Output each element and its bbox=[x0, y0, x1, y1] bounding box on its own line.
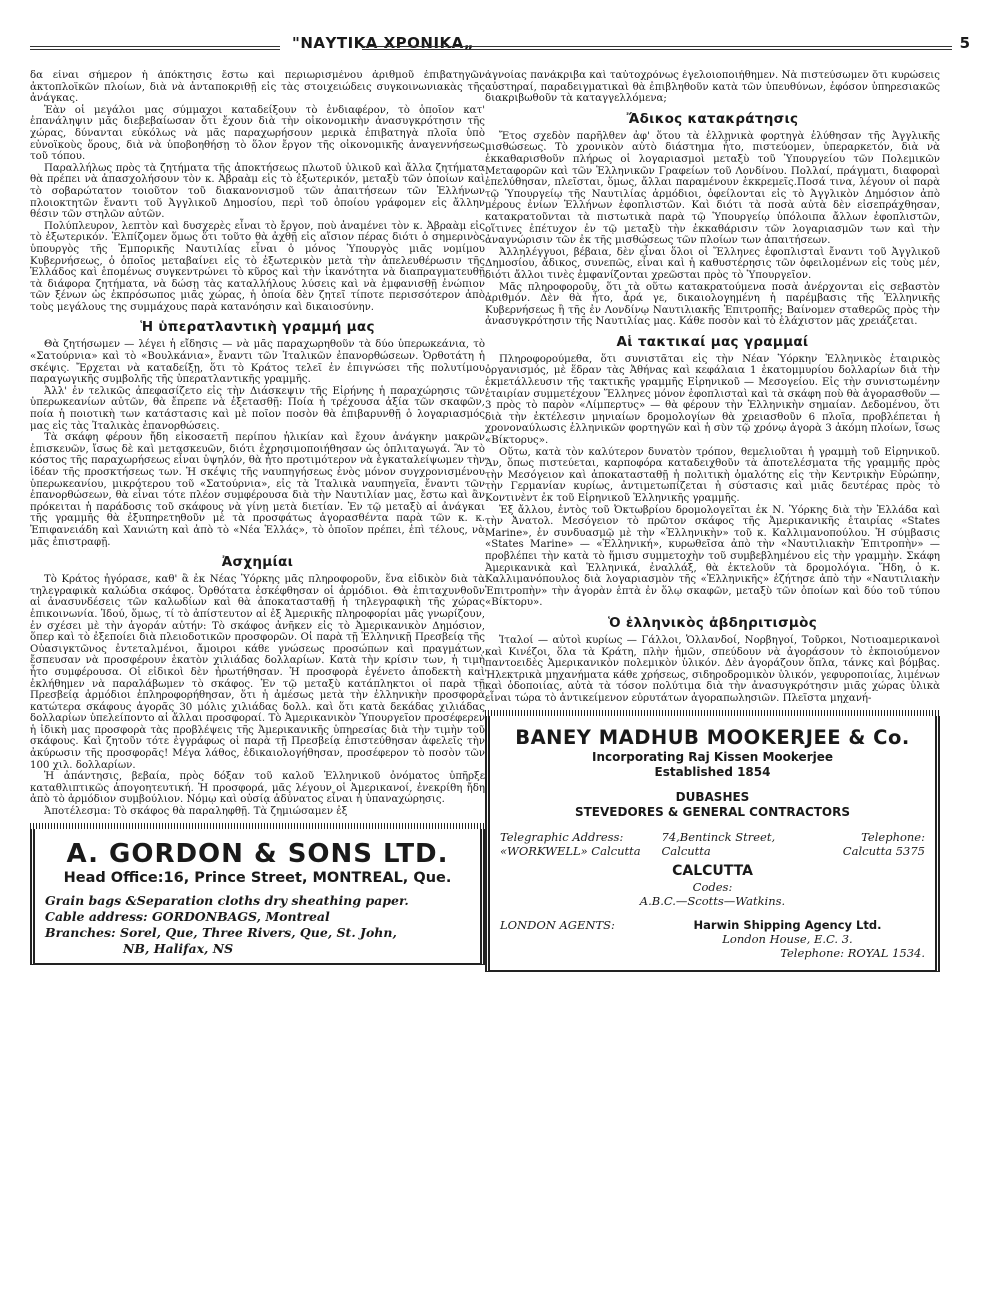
section-heading-regular-lines: Αἱ τακτικαί μας γραμμαί bbox=[616, 333, 809, 350]
page-number: 5 bbox=[959, 34, 970, 52]
baney-advertisement bbox=[485, 716, 940, 972]
paragraph: Ἀλληλέγγυοι, βέβαια, δὲν εἶναι ὅλοι οἱ Ἕλληνες ἐφοπλισταὶ ἔναντι τοῦ Ἀγγλικοῦ Δημοσίου, ἄδικος, συνεπῶς, εἶναι καὶ ἡ καθυστέρησις τῶν ὀφειλομένων εἰς τοὺς μέν, διότι ἄλλοι τινὲς ἐμφανίζονται χρεῶσται πρὸς τὸ Ὑπουργεῖον. bbox=[485, 246, 940, 281]
baney-firm-name: BANEY MADHUB MOOKERJEE & Co. bbox=[515, 725, 910, 749]
telegraphic-label: Telegraphic Address: bbox=[500, 829, 624, 844]
paragraph: δα εἶναι σήμερον ἡ ἀπόκτησις ἔστω καὶ περιωρισμένου ἀριθμοῦ ἐπιβατηγῶν ἀκτοπλοϊκῶν πλοίων, διὰ νὰ ἀνταποκριθῇ εἰς τὰς στοιχειώδεις συγκοινωνιακὰς τῆς ἀνάγκας. bbox=[30, 70, 485, 105]
paragraph: Ἔτος σχεδὸν παρῆλθεν ἀφ' ὅτου τὰ ἑλληνικὰ φορτηγὰ ἐλύθησαν τῆς Ἀγγλικῆς μισθώσεως. Τὸ χρονικὸν αὐτὸ διάστημα ἦτο, πιστεύομεν, ὑπεραρκετόν, διὰ νὰ ἐκκαθαρισθοῦν πλήρως οἱ λογαριασμοὶ μεταξὺ τοῦ Ὑπουργείου τῶν Πολεμικῶν Μεταφορῶν καὶ τῶν Ἑλληνικῶν Γραφείων τοῦ Λονδίνου. Πολλαί, πράγματι, διαφοραὶ ἐπελύθησαν, πλεῖσται, ὅμως, ἄλλαι παραμένουν ἐκκρεμεῖς.Ποσά τινα, λέγουν οἱ παρὰ τῷ Ὑπουργείῳ τῆς Ναυτιλίας ἁρμόδιοι, ὀφείλονται εἰς τὸ Ἀγγλικὸν Δημόσιον ἀπὸ μέρους ἐνίων Ἑλλήνων ἐφοπλιστῶν. Καὶ διότι τὰ ποσὰ αὐτὰ δὲν εἰσεπράχθησαν, κατακρατοῦνται τὰ πιστωτικὰ παρὰ τῷ Ὑπουργείῳ ὑπόλοιπα ἄλλων ἐφοπλιστῶν, οἵτινες ἐπέτυχον ἐν τῷ μεταξὺ τὴν ἐκκαθάρισιν τῶν λογαριασμῶν των καὶ τὴν ἀναγνώρισιν τῶν ἐκ τῆς μισθώσεως τῶν πλοίων των ἀπαιτήσεων. bbox=[485, 130, 940, 247]
baney-telegraphic bbox=[500, 830, 653, 858]
paragraph: Παραλλήλως πρὸς τὰ ζητήματα τῆς ἀποκτήσεως πλωτοῦ ὑλικοῦ καὶ ἄλλα ζητήματα θὰ πρέπει νὰ ἀπασχολήσουν τὸν κ. Ἀβραὰμ εἰς τὸ ἐξωτερικόν, μεταξὺ τῶν ὁποίων καὶ τὸ σοβαρώτατον τοιοῦτον τοῦ διακανονισμοῦ τῶν ἀπαιτήσεων τῶν Ἑλλήνων πλοιοκτητῶν ἔναντι τοῦ Ἀγγλικοῦ Δημοσίου, περὶ τοῦ ὁποίου γράφομεν εἰς ἄλλην θέσιν τῶν στηλῶν αὐτῶν. bbox=[30, 162, 485, 221]
right-column bbox=[485, 70, 940, 1285]
agents-telephone: Telephone: ROYAL 1534. bbox=[780, 945, 925, 960]
baney-codes: A.B.C.—Scotts—Watkins. bbox=[639, 893, 786, 908]
gordon-branches: Branches: Sorel, Que, Three Rivers, Que, St. John, bbox=[45, 924, 397, 940]
paragraph: Οὕτω, κατὰ τὸν καλύτερον δυνατὸν τρόπον, θεμελιοῦται ἡ γραμμὴ τοῦ Εἰρηνικοῦ. Ἄν, ὅπως πιστεύεται, καρποφόρα καταδειχθοῦν τὰ ἀποτελέσματα τῆς γραμμῆς πρὸς τὴν Μεσόγειον καὶ ἀποκατασταθῇ ἡ πολιτικὴ ὁμαλότης εἰς τὴν Κεντρικὴν Εὐρώπην, τὴν Γερμανίαν κυρίως, ἀντιμετωπίζεται ἡ σύστασις καὶ μιᾶς δευτέρας πρὸς τὸ Κοντινὲντ ἐκ τοῦ Εἰρηνικοῦ Ἑλληνικῆς γραμμῆς. bbox=[485, 446, 940, 504]
telephone-label: Telephone: bbox=[861, 829, 925, 844]
gordon-advertisement bbox=[30, 829, 485, 965]
baney-codes-label: Codes: bbox=[692, 879, 733, 894]
paragraph: Ἀποτέλεσμα: Τὸ σκάφος θὰ παραληφθῇ. Τὰ ζημιώσαμεν ἐξ bbox=[44, 806, 348, 818]
gordon-firm-name: A. GORDON & SONS LTD. bbox=[66, 838, 449, 869]
section-heading-ugliness: Ἀσχημίαι bbox=[221, 554, 294, 571]
paragraph: Πολύπλευρον, λεπτὸν καὶ δυσχερὲς εἶναι τὸ ἔργον, ποὺ ἀναμένει τὸν κ. Ἀβραὰμ εἰς τὸ ἐξωτερικόν. Ἐλπίζομεν ὅμως ὅτι τοῦτο θὰ ἀχθῇ εἰς αἴσιον πέρας διότι ὁ σημερινὸς ὑπουργὸς τῆς Ἐμπορικῆς Ναυτιλίας εἶναι ὁ μόνος Ὑπουργὸς μιᾶς νομίμου Κυβερνήσεως, ὁ ὁποῖος μεταβαίνει εἰς τὸ ἐξωτερικὸν μετὰ τὴν ἀπελευθέρωσιν τῆς Ἑλλάδος καὶ ἑπομένως συγκεντρώνει τὸ κῦρος καὶ τὴν ἱκανότητα νὰ διαπραγματευθῇ τὰ διάφορα ζητήματα, νὰ δώσῃ τὰς καταλλήλους λύσεις καὶ νὰ ἐμφανισθῇ ἐνώπιον τῶν ξένων ὡς ἐκπρόσωπος μιᾶς χώρας, ἡ ὁποία δὲν ζητεῖ τίποτε περισσότερον ἀπὸ τοὺς μεγάλους της συμμάχους παρὰ κατανόησιν καὶ δικαιοσύνην. bbox=[30, 220, 485, 313]
gordon-branches-cont: NB, Halifax, NS bbox=[123, 940, 234, 956]
header-rule-left bbox=[30, 46, 280, 50]
street-line: 74,Bentinck Street, bbox=[661, 829, 776, 844]
agents-name: Harwin Shipping Agency Ltd. bbox=[693, 917, 882, 932]
page-header bbox=[30, 34, 970, 60]
header-rule-right bbox=[362, 46, 952, 50]
baney-dubashes: DUBASHES bbox=[675, 789, 750, 804]
baney-established: Established 1854 bbox=[654, 764, 771, 779]
left-column bbox=[30, 70, 485, 1285]
paragraph: Ἐξ ἄλλου, ἐντὸς τοῦ Ὀκτωβρίου δρομολογεῖται ἐκ Ν. Ὑόρκης διὰ τὴν Ἑλλάδα καὶ τὴν Ἀνατολ. Μεσόγειον τὸ πρῶτον σκάφος τῆς Ἀμερικανικῆς ἑταιρίας «States Marine», ἐν συνδυασμῷ μὲ τὴν «Ἑλληνικὴν» τοῦ κ. Καλλιμανοπούλου. Ἡ σύμβασις «States Marine» — «Ἑλληνική», κυρωθεῖσα ἀπὸ τὴν «Ναυτιλιακὴν Ἐπιτροπὴν» — προβλέπει τὴν κατὰ τὸ ἥμισυ συμμετοχὴν τοῦ συμβεβλημένου εἰς τὴν γραμμὴν. Σκάφη Ἀμερικανικὰ καὶ Ἑλληνικά, ἐναλλάξ, θὰ ἐκτελοῦν τὰ δρομολόγια. Ἤδη, ὁ κ. Καλλιμανόπουλος διὰ λογαριασμὸν τῆς «Ἑλληνικῆς» ἐζήτησε ἀπὸ τὴν «Ναυτιλιακὴν Ἐπιτροπὴν» τὴν ἀγορὰν ἑπτὰ ἐν ὅλῳ σκαφῶν, μεταξὺ τῶν ὁποίων καὶ δύο τοῦ τύπου «Βίκτορυ». bbox=[485, 504, 940, 609]
telegraphic-address: «WORKWELL» Calcutta bbox=[500, 843, 641, 858]
paragraph: Ἰταλοί — αὐτοὶ κυρίως — Γάλλοι, Ὁλλανδοί, Νορβηγοί, Τοῦρκοι, Νοτιοαμερικανοὶ καὶ Κινέζοι, ὅλα τὰ Κράτη, πλὴν ἡμῶν, σπεύδουν νὰ ἀγοράσουν τὸ ἐκποιούμενον παντοειδὲς Ἀμερικανικὸν πολεμικὸν ὑλικόν. Δὲν ἀγοράζουν ὅπλα, τάνκς καὶ βόμβας. Ἠλεκτρικὰ μηχανήματα κάθε χρήσεως, σιδηροδρομικὸν ὑλικόν, γεφυροποιίας, λιμένων καὶ ὁδοποιίας, αὐτὰ τὰ τόσον πολύτιμα διὰ τὴν ἀνασυγκρότησιν μιᾶς χώρας ὑλικὰ εἶναι τώρα τὸ ἀντικείμενον εὐρυτάτων ἀγοραπωλησιῶν. Πλεῖστα μηχανή- bbox=[485, 634, 940, 704]
telephone-number: Calcutta 5375 bbox=[842, 843, 925, 858]
agents-body bbox=[650, 918, 925, 960]
agents-label: LONDON AGENTS: bbox=[500, 917, 615, 932]
section-heading-transatlantic-line: Ἡ ὑπερατλαντικὴ γραμμή μας bbox=[140, 319, 375, 336]
paragraph: Μᾶς πληροφοροῦν, ὅτι τὰ οὕτω κατακρατούμενα ποσὰ ἀνέρχονται εἰς σεβαστὸν ἀριθμόν. Δὲν θὰ ἦτο, ἆρά γε, δικαιολογημένη ἡ παρέμβασις τῆς Ἑλληνικῆς Κυβερνήσεως ἢ τῆς ἐν Λονδίνῳ Ναυτιλιακῆς Ἐπιτροπῆς; Βαίνομεν σταθερῶς πρὸς τὴν ἀνασυγκρότησιν τῆς Ναυτιλίας μας. Κάθε ποσὸν καὶ τὸ ἐλάχιστον μᾶς χρειάζεται. bbox=[485, 281, 940, 328]
baney-incorporating: Incorporating Raj Kissen Mookerjee bbox=[591, 749, 833, 764]
agents-address: London House, E.C. 3. bbox=[722, 931, 853, 946]
paragraph: Ἐὰν οἱ μεγάλοι μας σύμμαχοι καταδείξουν τὸ ἐνδιαφέρον, τὸ ὁποῖον κατ' ἐπανάληψιν μᾶς διεβεβαίωσαν ὅτι ἔχουν διὰ τὴν οἰκονομικὴν ἀνασυγκρότησιν τῆς χώρας, δύνανται εὐκόλως νὰ μᾶς παραχωρήσουν μερικὰ ἐπιβατηγὰ πλοῖα ὑπὸ εὐνοϊκοὺς ὅρους, διὰ νὰ ὑποβοηθήσῃ τὸ ὅλον ἔργον τῆς οἰκονομικῆς ἀναγεννήσεως τοῦ τόπου. bbox=[30, 104, 485, 163]
baney-street bbox=[662, 830, 790, 858]
paragraph: Ἀλλ' ἐν τελικῶς ἀπεφασίζετο εἰς τὴν Διάσκεψιν τῆς Εἰρήνης ἡ παραχώρησις τῶν ὑπερωκεανίων αὐτῶν, θὰ ἔπρεπε νὰ ἐξετασθῇ: Ποία ἡ τρέχουσα ἀξία τῶν σκαφῶν, ποία ἡ ποιοτικὴ των κατάστασις καὶ μὲ ποῖον ποσὸν θὰ ἐπιβαρυνθῇ ὁ λογαριασμός μας εἰς τὰς Ἰταλικὰς ἐπανορθώσεις. bbox=[30, 385, 485, 432]
paragraph: ἀγνοίας πανάκριβα καὶ ταὐτοχρόνως ἐγελοιοποιήθημεν. Νὰ πιστεύσωμεν ὅτι κυρώσεις αὐστηραί, παραδειγματικαὶ θὰ ἐπιβληθοῦν κατὰ τῶν ὑπευθύνων, ἐφόσον ὑπηρεσιακῶς διακριβωθοῦν τὰ καταγγελλόμενα; bbox=[485, 70, 940, 105]
baney-city: CALCUTTA bbox=[672, 862, 753, 879]
paragraph: Τὰ σκάφη φέρουν ἤδη εἰκοσαετῆ περίπου ἡλικίαν καὶ ἔχουν ἀνάγκην μακρῶν ἐπισκευῶν, ἴσως δὲ καὶ μετασκευῶν, διότι ἐχρησιμοποιήθησαν ὡς ὁπλιταγωγά. Ἂν τὸ κόστος τῆς παραχωρήσεως εἶναι ὑψηλόν, θὰ ἦτο προτιμότερον νὰ ἐγκαταλείψωμεν τὴν ἰδέαν τῆς προσκτήσεως των. Ἡ σκέψις τῆς ναυπηγήσεως ἑνὸς μόνον συγχρονισμένου ὑπερωκεανίου, μικρότερου τοῦ «Σατούρνια», εἰς τὰ Ἰταλικὰ ναυπηγεῖα, ἔναντι τῶν ἐπανορθώσεων, θὰ εἶναι τότε πλέον συμφέρουσα διὰ τὴν Ναυτιλίαν μας, ἔστω καὶ ἂν πρόκειται ἡ παράδοσις τοῦ σκάφους νὰ γίνῃ μετὰ διετίαν. Ἐν τῷ μεταξὺ αἱ ἀνάγκαι τῆς γραμμῆς θὰ ἐξυπηρετηθοῦν μὲ τὰ προσφάτως ἀγορασθέντα παρὰ τῶν κ. κ. Ἐπιφανειάδη καὶ Χανιώτη καὶ ἀπὸ τὸ «Νέα Ἑλλάς», τὸ ὁποῖον πρέπει, ἐπὶ τέλους, νὰ μᾶς ἐπιστραφῇ. bbox=[30, 432, 485, 548]
paragraph: Τὸ Κράτος ἠγόρασε, καθ' ἃ ἐκ Νέας Ὑόρκης μᾶς πληροφοροῦν, ἕνα εἰδικὸν διὰ τὰ τηλεγραφικὰ καλώδια σκάφος. Ὀρθότατα ἐσκέφθησαν οἱ ἁρμόδιοι. Θὰ ἐπιταχυνθοῦν αἱ ἀνασυνδέσεις τῶν καλωδίων καὶ θὰ ἀποκατασταθῇ ἡ τηλεγραφικὴ τῆς χώρας ἐπικοινωνία. Ἰδού, ὅμως, τί τὸ ἀπίστευτον αἱ ἐξ Ἀμερικῆς πληροφορίαι μᾶς γνωρίζουν, ἐν σχέσει μὲ τὴν ἀγοράν αὐτήν: Τὸ σκάφος ἀνῆκεν εἰς τὸ Ἀμερικανικὸν Δημόσιον, ὅπερ καὶ τὸ ἐξεποίει διὰ πλειοδοτικῶν προσφορῶν. Οἱ παρὰ τῇ Ἑλληνικῇ Πρεσβείᾳ τῆς Οὐασιγκτῶνος ἐντεταλμένοι, ἄμοιροι κάθε γνώσεως προσώπων καὶ πραγμάτων, ἔσπευσαν νὰ προσφέρουν ἑκατὸν χιλιάδας δολλαρίων. Κατὰ τὴν κρίσιν των, ἡ τιμὴ ἦτο συμφέρουσα. Οἱ εἰδικοὶ δὲν ἠρωτήθησαν. Ἡ προσφορὰ ἐγένετο ἀποδεκτὴ καὶ ἐκλήθημεν νὰ παραλάβωμεν τὸ σκάφος. Ἐν τῷ μεταξὺ κατάπληκτοι οἱ παρὰ τῇ Πρεσβείᾳ ἁρμόδιοι ἐπληροφορήθησαν, ὅτι ἡ ἀμέσως μετὰ τὴν ἑλληνικὴν προσφορὰ κατώτερα σκάφους ἀγορᾶς 30 μόλις χιλιάδας δολλ. καὶ ὅτι κατὰ δεκάδας χιλιάδας δολλαρίων ὑπελείποντο αἱ ἄλλαι προσφοραί. Τὸ Ἀμερικανικὸν Ὑπουργεῖον προσέφερεν ἡ ἰδικὴ μας προσφορὰ τὰς προβλέψεις τῆς Ἀμερικανικῆς ὑπηρεσίας διὰ τὴν τιμὴν τοῦ σκάφους. Καὶ ζητοῦν τότε ἐγγράφως οἱ παρὰ τῇ Πρεσβείᾳ ἐπιστεύθησαν ἀφελεῖς τὴν ἀκύρωσιν τῆς προσφορᾶς! Μέγα λάθος, ἐδικαιολογήθησαν, προσέφερον τὸ ποσὸν τῶν 100 χιλ. δολλαρίων. bbox=[30, 574, 485, 771]
baney-contact-row bbox=[500, 830, 925, 858]
newspaper-title: "ΝΑΥΤΙΚΑ ΧΡΟΝΙΚΑ„ bbox=[292, 34, 475, 52]
gordon-head-office: Head Office:16, Prince Street, MONTREAL, Que. bbox=[63, 869, 452, 886]
gordon-cable-address: Cable address: GORDONBAGS, Montreal bbox=[45, 908, 330, 924]
street-city: Calcutta bbox=[661, 843, 711, 858]
section-heading-abderitism: Ὁ ἑλληνικὸς ἀβδηριτισμὸς bbox=[607, 614, 818, 631]
baney-london-agents bbox=[500, 918, 925, 960]
paragraph: Πληροφορούμεθα, ὅτι συνιστᾶται εἰς τὴν Νέαν Ὑόρκην Ἑλληνικὸς ἑταιρικὸς ὀργανισμός, μὲ ἕδραν τὰς Ἀθήνας καὶ κεφάλαια 1 ἑκατομμυρίου δολλαρίων διὰ τὴν ἐκμετάλλευσιν τῆς τακτικῆς γραμμῆς Εἰρηνικοῦ — Μεσογείου. Εἰς τὴν συνιστωμένην ἑταιρίαν συμμετέχουν Ἕλληνες μόνον ἐφοπλισταὶ καὶ τὰ σκάφη ποὺ θὰ ἀγορασθοῦν — 3 πρὸς τὸ παρὸν «Λίμπερτυς» — θὰ φέρουν τὴν Ἑλληνικὴν σημαίαν. Δεδομένου, ὅτι διὰ τὴν ἐκτέλεσιν μηνιαίων δρομολογίων θὰ χρειασθοῦν 6 πλοῖα, προβλέπεται ἡ χρονοναύλωσις ἑλληνικῶν φορτηγῶν καὶ ἡ σὺν τῷ χρόνῳ ἀγορὰ 3 ἀκόμη πλοίων, ἴσως «Βίκτορυς». bbox=[485, 353, 940, 447]
paragraph: Ἡ ἀπάντησις, βεβαία, πρὸς δόξαν τοῦ καλοῦ Ἑλληνικοῦ ὀνόματος ὑπῆρξε καταθλιπτικῶς ἀπογοητευτική. Ἡ προσφορά, μᾶς λέγουν οἱ Ἀμερικανοί, ἐνεκρίθη ἤδη ἀπὸ τὸ ἁρμόδιον συμβούλιον. Νόμῳ καὶ οὐσίᾳ ἀδύνατος εἶναι ἡ ὑπαναχώρησις. bbox=[30, 771, 485, 806]
baney-services: STEVEDORES & GENERAL CONTRACTORS bbox=[574, 804, 851, 819]
section-heading-unjust-detention: Ἄδικος κατακράτησις bbox=[626, 110, 799, 127]
gordon-products: Grain bags &Separation cloths dry sheathing paper. bbox=[45, 892, 409, 908]
baney-telephone bbox=[798, 830, 926, 858]
paragraph: Θὰ ζητήσωμεν — λέγει ἡ εἴδησις — νὰ μᾶς παραχωρηθοῦν τὰ δύο ὑπερωκεάνια, τὸ «Σατούρνια» καὶ τὸ «Βουλκάνια», ἔναντι τῶν Ἰταλικῶν ἐπανορθώσεων. Ὀρθοτάτη ἡ σκέψις. Ἔρχεται νὰ καταδείξῃ, ὅτι τὸ Κράτος τελεῖ ἐν ἐπιγνώσει τῆς πολυτίμου παραγωγικῆς συμβολῆς τῆς ὑπερατλαντικῆς γραμμῆς. bbox=[30, 339, 485, 386]
